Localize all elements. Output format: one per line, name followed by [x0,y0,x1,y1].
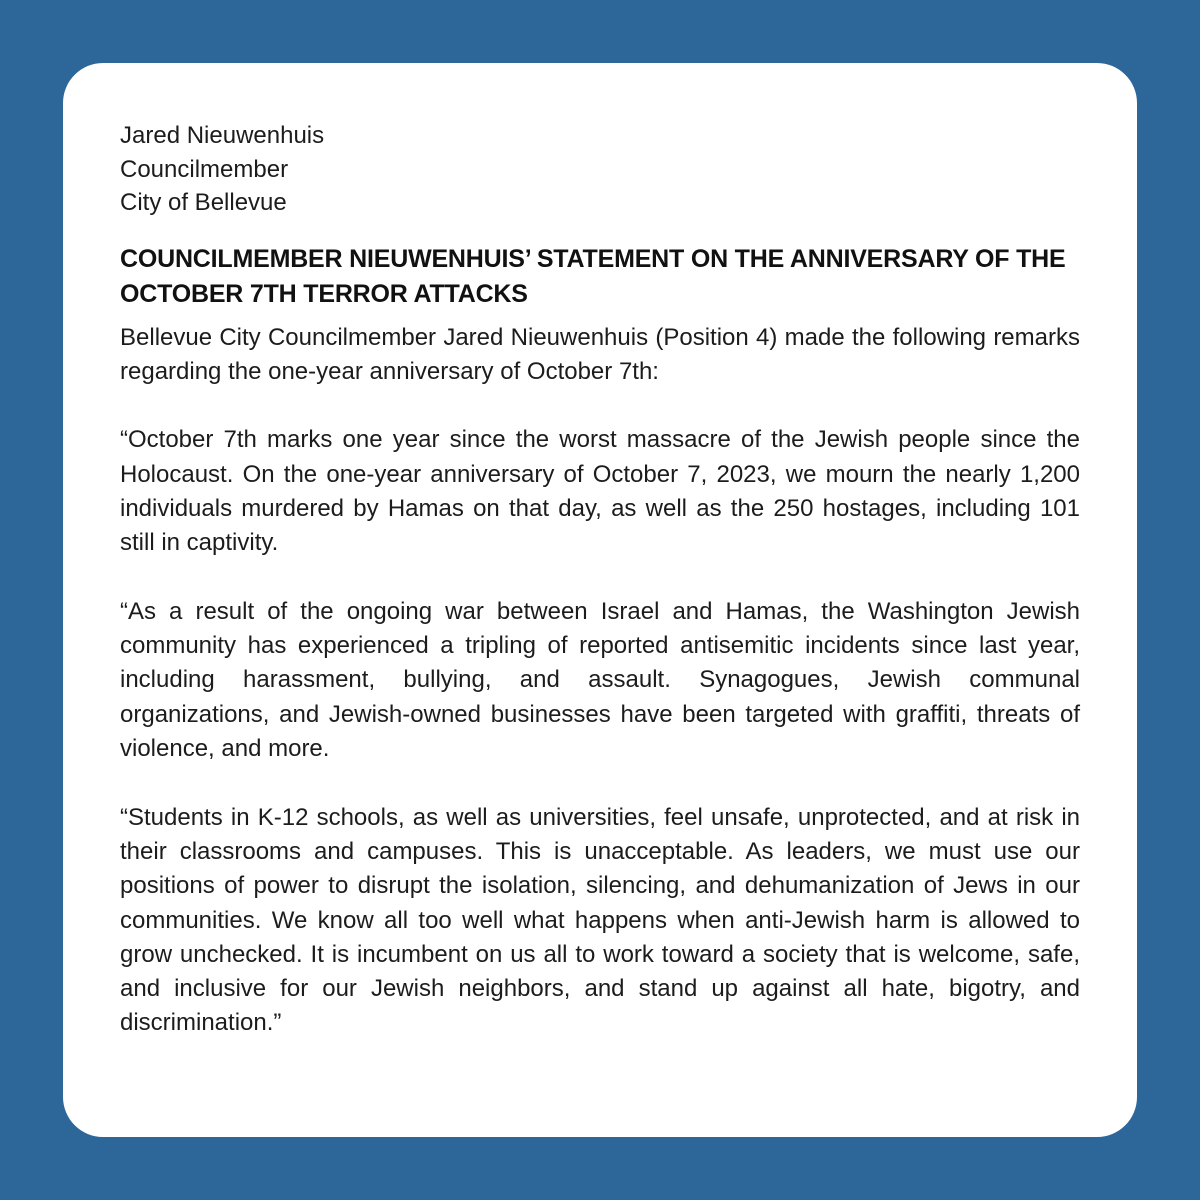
statement-headline: COUNCILMEMBER NIEUWENHUIS’ STATEMENT ON THE ANNIVERSARY OF THE OCTOBER 7TH TERROR ATTACKS [120,244,1066,308]
quote-paragraph-3: “Students in K-12 schools, as well as universities, feel unsafe, unprotected, and at risk in their classrooms and campuses. This is unacceptable. As leaders, we must use our positions of power to disrupt the isolation, silencing, and dehumanization of Jews in our communities. We know all too well what happens when anti-Jewish harm is allowed to grow unchecked. It is incumbent on us all to work toward a society that is welcome, safe, and inclusive for our Jewish neighbors, and stand up against all hate, bigotry, and discrimination.” [120,803,1080,1037]
sender-block [120,119,1080,220]
sender-name: Jared Nieuwenhuis [120,122,325,149]
sender-title: Councilmember [120,155,289,183]
statement-card [63,63,1137,1137]
quote-paragraph-1: “October 7th marks one year since the worst massacre of the Jewish people since the Holocaust. On the one-year anniversary of October 7, 2023, we mourn the nearly 1,200 individuals murdered by Hamas on that day, as well as the 250 hostages, including 101 still in captivity. [120,426,1080,557]
quote-paragraph-2: “As a result of the ongoing war between Israel and Hamas, the Washington Jewish community has experienced a tripling of reported antisemitic incidents since last year, including harassment, bullying, and assault. Synagogues, Jewish communal organizations, and Jewish-owned businesses have been targeted with graffiti, threats of violence, and more. [120,597,1080,763]
statement-body [120,321,1080,1041]
sender-organization: City of Bellevue [120,189,287,216]
intro-paragraph: Bellevue City Councilmember Jared Nieuwenhuis (Position 4) made the following remarks regarding the one-year anniversary of October 7th: [120,323,1080,385]
